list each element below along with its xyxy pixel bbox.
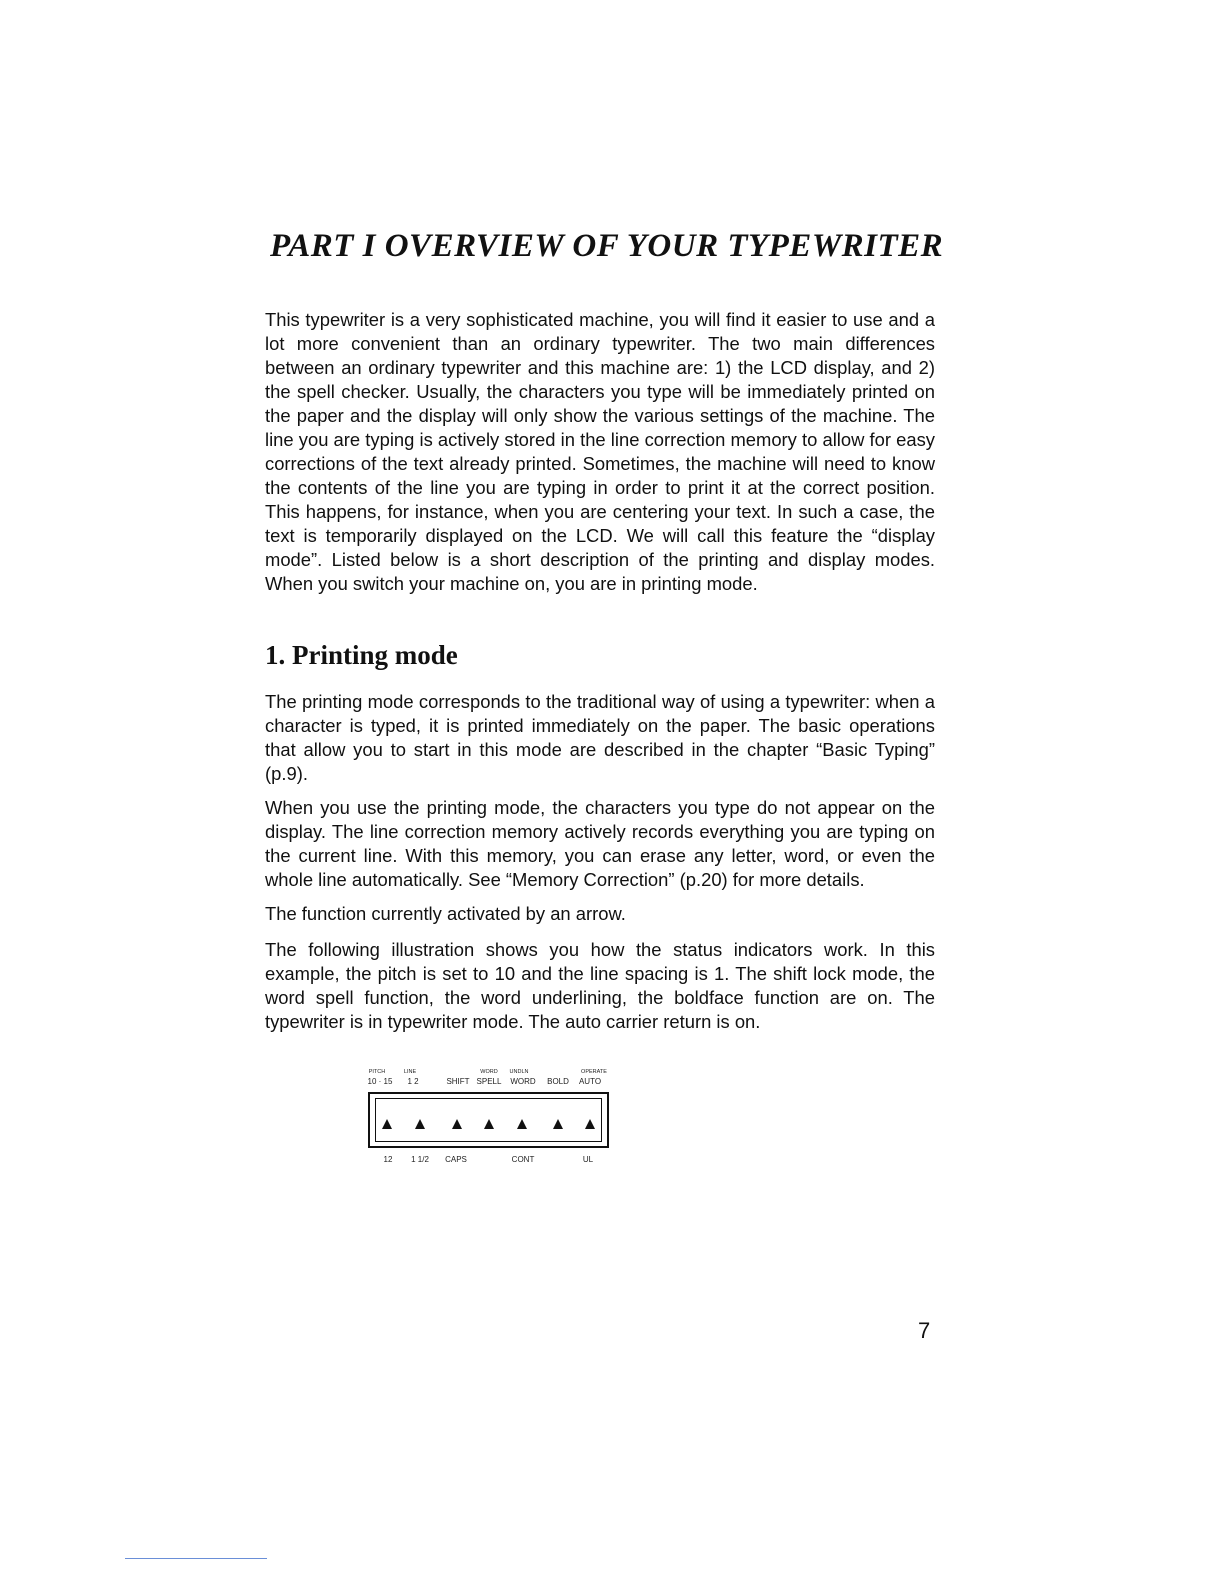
body-paragraph: The function currently activated by an arrow.	[265, 903, 626, 924]
lcd-group-label: OPERATE	[581, 1069, 607, 1075]
status-arrow-icon	[484, 1119, 494, 1129]
body-paragraph: The following illustration shows you how the status indicators work. In this example, the pitch is set to 10 and the line spacing is 1. The shift lock mode, the word spell function, the word underlining, the boldface function are on. The typewriter is in typewriter mode. The auto carrier return is on.	[265, 939, 935, 1032]
status-arrow-icon	[415, 1119, 425, 1129]
status-arrow-icon	[585, 1119, 595, 1129]
lcd-group-label: UNDLN	[509, 1069, 529, 1075]
lcd-top-label: SPELL	[476, 1077, 502, 1086]
lcd-bottom-label: 12	[383, 1155, 393, 1164]
lcd-top-label: WORD	[510, 1077, 536, 1086]
lcd-top-label: SHIFT	[446, 1077, 470, 1086]
footnote-divider	[125, 1558, 267, 1559]
status-arrow-icon	[517, 1119, 527, 1129]
page-title: PART I OVERVIEW OF YOUR TYPEWRITER	[270, 228, 944, 264]
intro-paragraph: This typewriter is a very sophisticated machine, you will find it easier to use and a lot more convenient than an ordinary typewriter. The two main differences between an ordinary typewriter and this machine are: 1) the LCD display, and 2) the spell checker. Usually, the characters you type will be immediately printed on the paper and the display will only show the various settings of the machine. The line you are typing is actively stored in the line correction memory to allow for easy corrections of the text already printed. Sometimes, the machine will need to know the contents of the line you are typing in order to print it at the correct position. This happens, for instance, when you are centering your text. In such a case, the text is temporarily displayed on the LCD. We will call this feature the “display mode”. Listed below is a short description of the printing and display modes. When you switch your machine on, you are in printing mode.	[265, 309, 935, 594]
section-heading: 1. Printing mode	[265, 640, 458, 670]
lcd-top-label: BOLD	[547, 1077, 569, 1086]
lcd-group-label: PITCH	[368, 1069, 386, 1075]
lcd-top-label: 1 2	[407, 1077, 419, 1086]
page-number: 7	[918, 1318, 931, 1343]
lcd-status-illustration	[368, 1068, 613, 1168]
lcd-top-label: AUTO	[578, 1077, 602, 1086]
lcd-group-label: WORD	[480, 1069, 498, 1075]
body-paragraph: When you use the printing mode, the characters you type do not appear on the display. The line correction memory actively records everything you are typing on the current line. With this memory, you can erase any letter, word, or even the whole line automatically. See “Memory Correction” (p.20) for more details.	[265, 797, 935, 890]
lcd-display-screen	[375, 1098, 602, 1142]
lcd-bottom-label: CAPS	[445, 1155, 467, 1164]
status-arrow-icon	[452, 1119, 462, 1129]
lcd-bottom-label: UL	[582, 1155, 594, 1164]
status-arrow-icon	[553, 1119, 563, 1129]
lcd-display-frame	[368, 1092, 609, 1148]
body-paragraph: The printing mode corresponds to the traditional way of using a typewriter: when a character is typed, it is printed immediately on the paper. The basic operations that allow you to start in this mode are described in the chapter “Basic Typing” (p.9).	[265, 691, 935, 784]
status-arrow-icon	[382, 1119, 392, 1129]
lcd-bottom-label: 1 1/2	[411, 1155, 429, 1164]
lcd-bottom-label: CONT	[511, 1155, 535, 1164]
lcd-top-label: 10 · 15	[367, 1077, 393, 1086]
lcd-group-label: LINE	[403, 1069, 417, 1075]
